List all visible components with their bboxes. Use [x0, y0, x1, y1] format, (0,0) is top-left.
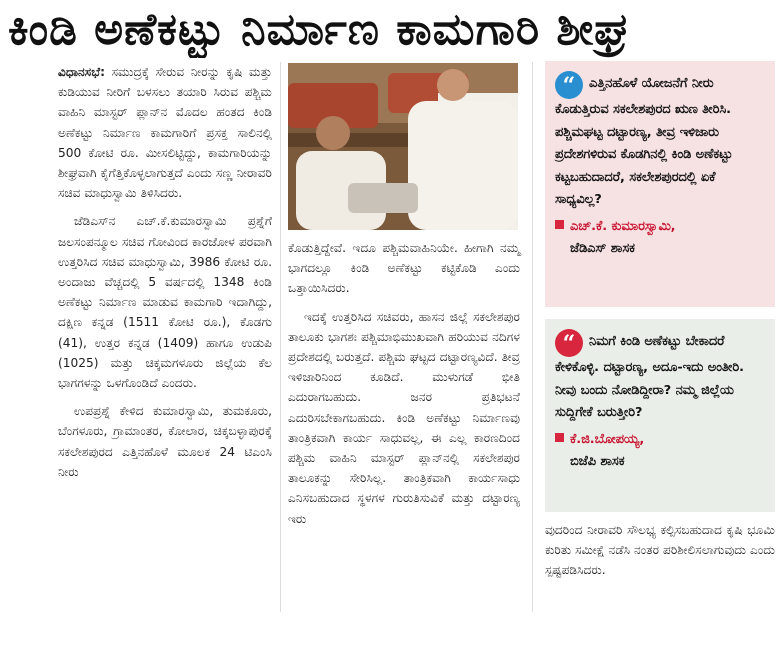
pull-quote-bopaiah — [545, 319, 775, 512]
assembly-photo — [288, 63, 518, 230]
quote-mark-icon: “ — [555, 71, 583, 99]
article-column-3 — [545, 520, 775, 589]
headline: ಕಿಂಡಿ ಅಣೆಕಟ್ಟು ನಿರ್ಮಾಣ ಕಾಮಗಾರಿ ಶೀಘ್ರ — [8, 4, 631, 55]
paragraph-1-text: ಸಮುದ್ರಕ್ಕೆ ಸೇರುವ ನೀರನ್ನು ಕೃಷಿ ಮತ್ತು ಕುಡಿಯುವ ನೀರಿಗೆ ಬಳಸಲು ತಯಾರಿ ಸಿರುವ ಪಶ್ಚಿಮ ವಾಹಿನಿ ಮಾಸ್ಟರ್ ಪ್ಲಾನ್‌ನ ಮೊದಲ ಹಂತದ ಕಿಂಡಿ ಅಣೆಕಟ್ಟು ನಿರ್ಮಾಣ ಕಾಮಗಾರಿಗೆ ಪ್ರಸಕ್ತ ಸಾಲಿನಲ್ಲಿ 500 ಕೋಟಿ ರೂ. ಮೀಸಲಿಟ್ಟಿದ್ದು, ಕಾಮಗಾರಿಯನ್ನು ಶೀಘ್ರವಾಗಿ ಕೈಗೆತ್ತಿಕೊಳ್ಳಲಾಗುತ್ತದೆ ಎಂದು ಸಣ್ಣ ನೀರಾವರಿ ಸಚಿವ ಮಾಧುಸ್ವಾಮಿ ತಿಳಿಸಿದರು. — [58, 65, 272, 201]
dateline: ವಿಧಾನಸಭೆ: — [58, 65, 105, 79]
article-paragraph-5: ಇದಕ್ಕೆ ಉತ್ತರಿಸಿದ ಸಚಿವರು, ಹಾಸನ ಜಿಲ್ಲೆ ಸಕಲೇಶಪುರ ತಾಲೂಕು ಭಾಗಶಃ ಪಶ್ಚಿಮಾಭಿಮುಖವಾಗಿ ಹರಿಯುವ ನದಿಗಳ ಪ್ರದೇಶದಲ್ಲಿ ಬರುತ್ತದೆ. ಪಶ್ಚಿಮ ಘಟ್ಟದ ದಟ್ಟಾರಣ್ಯವಿದೆ. ತೀವ್ರ ಇಳಿಜಾರಿನಿಂದ ಕೂಡಿದೆ. ಮುಳುಗಡೆ ಭೀತಿ ಎದುರಾಗಬಹುದು. ಜನರ ಪ್ರತಿಭಟನೆ ಎದುರಿಸಬೇಕಾಗಬಹುದು. ಕಿಂಡಿ ಅಣೆಕಟ್ಟು ನಿರ್ಮಾಣವು ತಾಂತ್ರಿಕವಾಗಿ ಕಾರ್ಯ ಸಾಧುವಲ್ಲ, ಈ ಎಲ್ಲ ಕಾರಣದಿಂದ ಪಶ್ಚಿಮ ವಾಹಿನಿ ಮಾಸ್ಟರ್ ಪ್ಲಾನ್‌ನಲ್ಲಿ ಸಕಲೇಶಪುರ ತಾಲೂಕನ್ನು ಸೇರಿಸಿಲ್ಲ. ತಾಂತ್ರಿಕವಾಗಿ ಕಾರ್ಯಸಾಧು ಎನಿಸಬಹುದಾದ ಸ್ಥಳಗಳ ಗುರುತಿಸುವಿಕೆ ಮತ್ತು ದಟ್ಟಾರಣ್ಯ ಇರು — [288, 309, 520, 526]
pull-quote-kumaraswamy — [545, 61, 775, 307]
bullet-square-icon — [555, 220, 564, 229]
article-paragraph-2: ಜೆಡಿಎಸ್‌ನ ಎಚ್.ಕೆ.ಕುಮಾರಸ್ವಾಮಿ ಪ್ರಶ್ನೆಗೆ ಜಲಸಂಪನ್ಮೂಲ ಸಚಿವ ಗೋವಿಂದ ಕಾರಜೋಳ ಪರವಾಗಿ ಉತ್ತರಿಸಿದ ಸಚಿವ ಮಾಧುಸ್ವಾಮಿ, 3986 ಕೋಟಿ ರೂ. ಅಂದಾಜು ವೆಚ್ಚದಲ್ಲಿ 5 ವರ್ಷದಲ್ಲಿ 1348 ಕಿಂಡಿ ಅಣೆಕಟ್ಟು ನಿರ್ಮಾಣ ಮಾಡುವ ಕಾಮಗಾರಿ ಇದಾಗಿದ್ದು, ದಕ್ಷಿಣ ಕನ್ನಡ (1511 ಕೋಟಿ ರೂ.), ಕೊಡಗು (41), ಉತ್ತರ ಕನ್ನಡ (1409) ಹಾಗೂ ಉಡುಪಿ (1025) ಮತ್ತು ಚಿಕ್ಕಮಗಳೂರು ಜಿಲ್ಲೆಯ ಕೆಲ ಭಾಗಗಳನ್ನು ಒಳಗೊಂಡಿದೆ ಎಂದರು. — [58, 214, 272, 391]
quote-text: ಎತ್ತಿನಹೊಳೆ ಯೋಜನೆಗೆ ನೀರು ಕೊಡುತ್ತಿರುವ ಸಕಲೇಶಪುರದ ಋಣ ತೀರಿಸಿ. ಪಶ್ಚಿಮಘಟ್ಟ ದಟ್ಟಾರಣ್ಯ, ತೀವ್ರ ಇಳಿಜಾರು ಪ್ರದೇಶಗಳಿರುವ ಕೊಡಗಿನಲ್ಲಿ ಕಿಂಡಿ ಅಣೆಕಟ್ಟು ಕಟ್ಟಬಹುದಾದರೆ, ಸಕಲೇಶಪುರದಲ್ಲಿ ಏಕೆ ಸಾಧ್ಯವಿಲ್ಲ? — [555, 76, 733, 207]
quote-mark-icon: “ — [555, 329, 583, 357]
quote-text: ನಿಮಗೆ ಕಿಂಡಿ ಅಣೆಕಟ್ಟು ಬೇಕಾದರೆ ಕೇಳಿಕೊಳ್ಳಿ. ದಟ್ಟಾರಣ್ಯ, ಅದೂ-ಇದು ಅಂತೀರಿ. ನೀವು ಬಂದು ನೋಡಿದ್ದೀರಾ? ನಮ್ಮ ಜಿಲ್ಲೆಯ ಸುದ್ದಿಗೇಕೆ ಬರುತ್ತೀರಿ? — [555, 334, 744, 420]
quote-speaker-role: ಬಿಜೆಪಿ ಶಾಸಕ — [570, 454, 625, 469]
quote-attribution — [555, 216, 765, 261]
quote-attribution — [555, 429, 765, 474]
article-paragraph-3: ಉಪಪ್ರಶ್ನೆ ಕೇಳಿದ ಕುಮಾರಸ್ವಾಮಿ, ತುಮಕೂರು, ಬೆಂಗಳೂರು, ಗ್ರಾಮಾಂತರ, ಕೋಲಾರ, ಚಿಕ್ಕಬಳ್ಳಾಪುರಕ್ಕೆ ಸಕಲೇಶಪುರದ ಎತ್ತಿನಹೊಳೆ ಮೂಲಕ 24 ಟಿಎಂಸಿ ನೀರು — [58, 404, 272, 479]
quote-speaker-role: ಜೆಡಿಎಸ್ ಶಾಸಕ — [570, 241, 635, 256]
column-divider — [532, 62, 533, 612]
column-divider — [280, 62, 281, 612]
article-paragraph-6: ವುದರಿಂದ ನೀರಾವರಿ ಸೌಲಭ್ಯ ಕಲ್ಪಿಸಬಹುದಾದ ಕೃಷಿ ಭೂಮಿ ಕುರಿತು ಸಮೀಕ್ಷೆ ನಡೆಸಿ ನಂತರ ಪರಿಶೀಲಿಸಲಾಗುವುದು ಎಂದು ಸ್ಪಷ್ಟಪಡಿಸಿದರು. — [545, 523, 775, 578]
assembly-photo-illustration — [288, 63, 518, 230]
quote-speaker-name: ಎಚ್.ಕೆ. ಕುಮಾರಸ್ವಾಮಿ, — [570, 218, 676, 234]
bullet-square-icon — [555, 433, 564, 442]
quote-speaker-name: ಕೆ.ಜಿ.ಬೋಪಯ್ಯ, — [570, 431, 645, 447]
article-column-1 — [58, 62, 272, 490]
article-paragraph-4: ಕೊಡುತ್ತಿದ್ದೇವೆ. ಇದೂ ಪಶ್ಚಿಮವಾಹಿನಿಯೇ. ಹೀಗಾಗಿ ನಮ್ಮ ಭಾಗದಲ್ಲೂ ಕಿಂಡಿ ಅಣೆಕಟ್ಟು ಕಟ್ಟಿಕೊಡಿ ಎಂದು ಒತ್ತಾಯಿಸಿದರು. — [288, 241, 520, 296]
article-column-2 — [288, 238, 520, 537]
article-paragraph-1 — [58, 62, 272, 203]
